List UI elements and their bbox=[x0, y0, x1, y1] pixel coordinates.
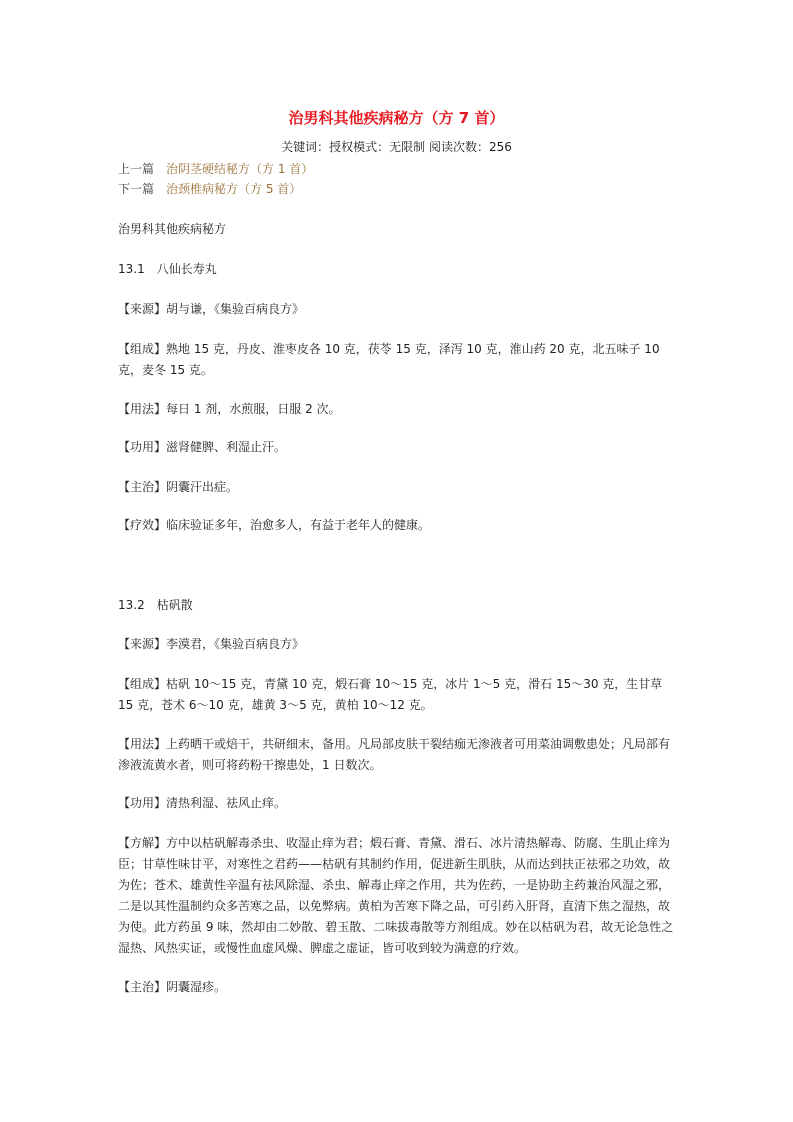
indication: 【主治】阴囊湿疹。 bbox=[118, 980, 227, 994]
article-meta: 关键词：授权模式：无限制 阅读次数：256 bbox=[281, 140, 512, 154]
usage: 【用法】每日 1 剂，水煎服，日服 2 次。 bbox=[118, 402, 341, 416]
composition: 【组成】熟地 15 克，丹皮、淮枣皮各 10 克，茯苓 15 克，泽泻 10 克，淮山药 20 克，北五味子 10 克，麦冬 15 克。 bbox=[118, 342, 660, 377]
usage: 【用法】上药晒干或焙干，共研细末，备用。凡局部皮肤干裂结痂无渗液者可用菜油调敷患处；凡局部有渗液流黄水者，则可将药粉干擦患处，1 日数次。 bbox=[118, 737, 671, 772]
source: 【来源】李漠君，《集验百病良方》 bbox=[118, 637, 305, 651]
prev-label: 上一篇 bbox=[118, 162, 155, 176]
next-article bbox=[118, 179, 680, 200]
composition: 【组成】枯矾 10～15 克，青黛 10 克，煅石膏 10～15 克，冰片 1～5 克，滑石 15～30 克，生甘草 15 克，苍术 6～10 克，雄黄 3～5 克，黄柏 10～12 克。 bbox=[118, 677, 663, 712]
next-label: 下一篇 bbox=[118, 182, 155, 196]
indication: 【主治】阴囊汗出症。 bbox=[118, 480, 239, 494]
function: 【功用】滋肾健脾、利湿止汗。 bbox=[118, 440, 287, 454]
prev-article-link[interactable]: 治阴茎硬结秘方（方 1 首） bbox=[166, 162, 314, 176]
function: 【功用】清热利湿、祛风止痒。 bbox=[118, 796, 287, 810]
next-article-link[interactable]: 治颈椎病秘方（方 5 首） bbox=[166, 182, 302, 196]
section-heading: 13.2 枯矾散 bbox=[118, 598, 193, 612]
explanation: 【方解】方中以枯矾解毒杀虫、收湿止痒为君；煅石膏、青黛、滑石、冰片清热解毒、防腐、生肌止痒为臣；甘草性味甘平，对寒性之君药——枯矾有其制约作用，促进新生肌肤，从而达到扶正祛邪之功效，故为佐；苍术、雄黄性辛温有祛风除湿、杀虫、解毒止痒之作用，共为佐药，一是协助主药兼治风湿之邪，二是以其性温制约众多苦寒之品，以免弊病。黄柏为苦寒下降之品，可引药入肝肾，直清下焦之湿热，故为使。此方药虽 9 味，然却由二妙散、碧玉散、二味拔毒散等方剂组成。妙在以枯矾为君，故无论急性之湿热、风热实证，或慢性血虚风燥、脾虚之虚证，皆可收到较为满意的疗效。 bbox=[118, 836, 674, 955]
efficacy: 【疗效】临床验证多年，治愈多人，有益于老年人的健康。 bbox=[118, 518, 431, 532]
page-title: 治男科其他疾病秘方（方 7 首） bbox=[288, 109, 505, 127]
prev-article bbox=[118, 159, 680, 180]
source: 【来源】胡与谦，《集验百病良方》 bbox=[118, 302, 305, 316]
section-heading: 13.1 八仙长寿丸 bbox=[118, 262, 217, 276]
intro-text: 治男科其他疾病秘方 bbox=[118, 222, 227, 236]
